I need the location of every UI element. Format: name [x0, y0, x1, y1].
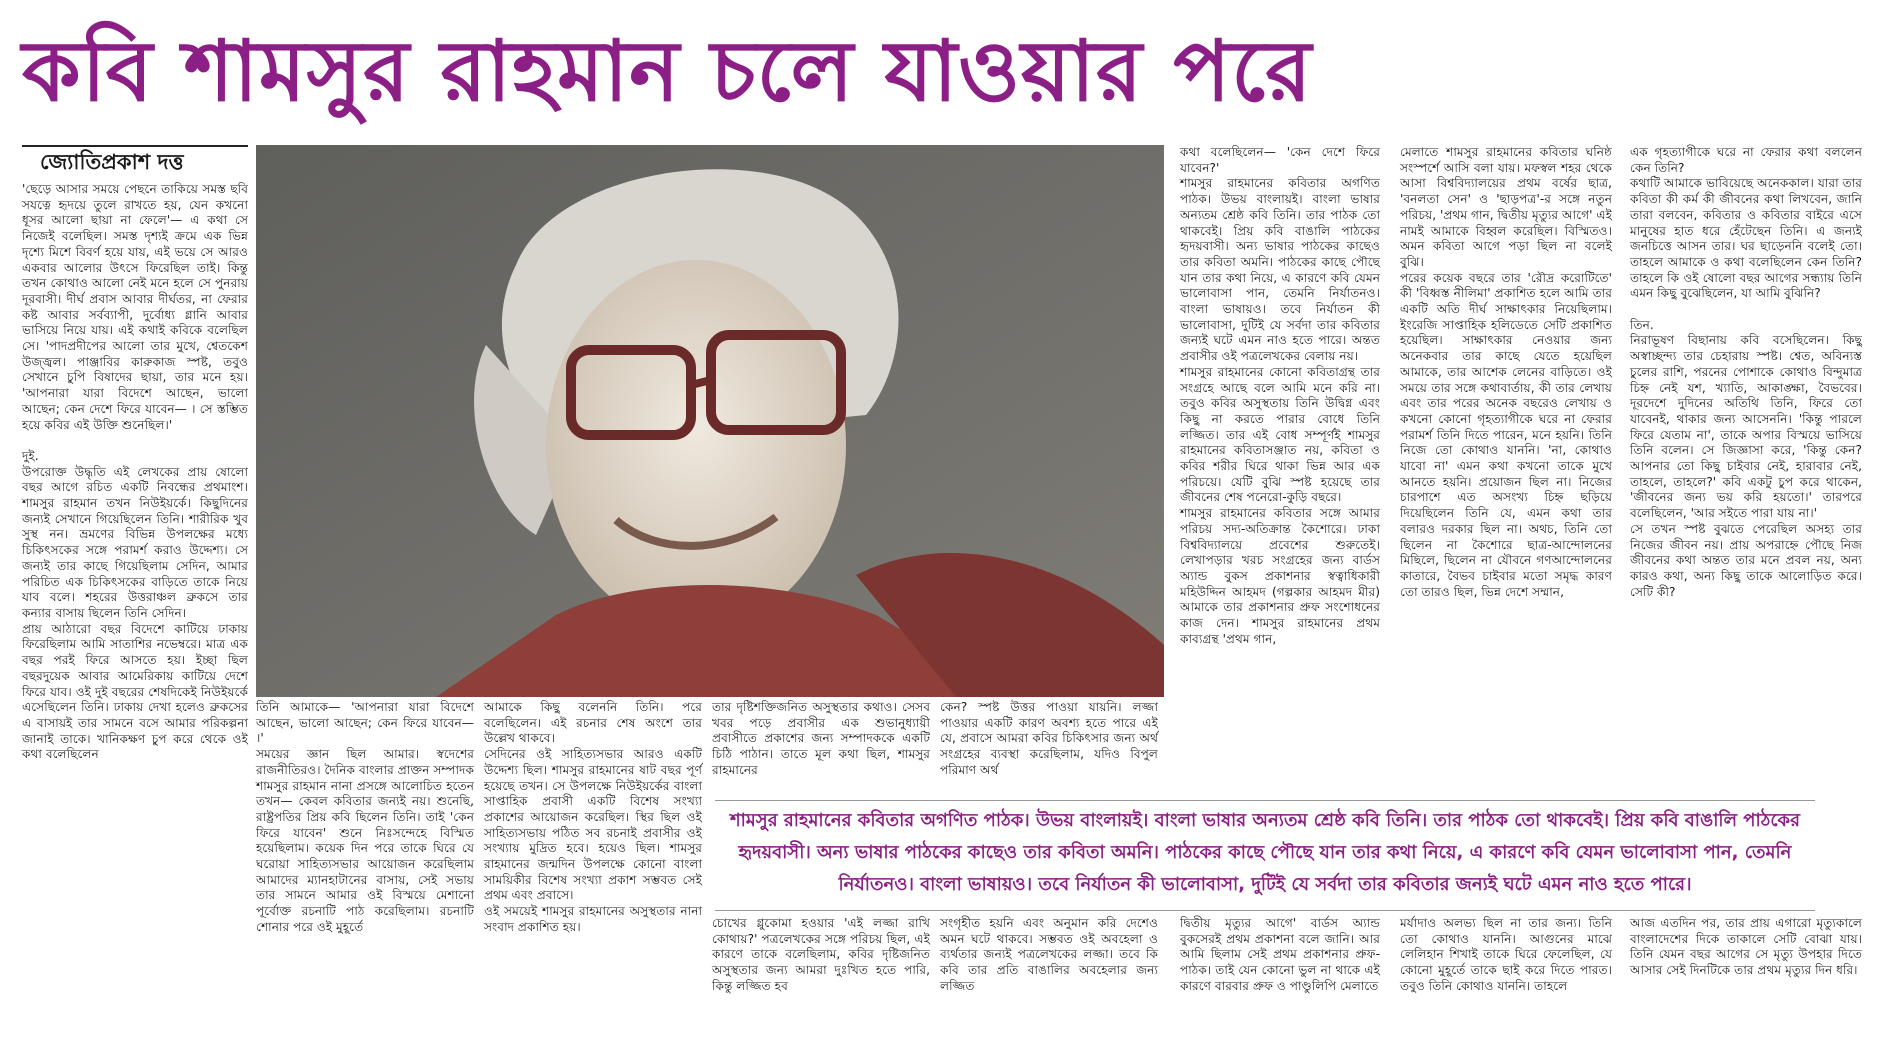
- column-text: দ্বিতীয় মৃত্যুর আগে' বার্ডস অ্যান্ড বুকসেরই প্রথম প্রকাশনা বলে জানি। আর আমি ছিলাম সেই প্রথম প্রকাশনার প্রুফ-পাঠক। তাই যেন কোনো ভুল না থাকে এই কারণে বারবার প্রুফ ও পাণ্ডুলিপি মেলাতে: [1180, 916, 1384, 993]
- poet-portrait-photo: [256, 145, 1164, 697]
- article-column-8-continued: [1630, 916, 1866, 1032]
- headline: কবি শামসুর রাহমান চলে যাওয়ার পরে: [22, 22, 1313, 120]
- column-text: 'ছেড়ে আসার সময়ে পেছনে তাকিয়ে সমস্ত ছবি সযত্নে হৃদয়ে তুলে রাখতে হয়, যেন কখনো ধূসর আলো ছায়া না ফেলে'— এ কথা সে নিজেই বলেছিল। সমস্ত দৃশ্যই ক্রমে এক ভিন্ন দৃশ্যে মিশে বিবর্ণ হয়ে যায়, এই ভয়ে সে আরও একবার আলোর উৎসে ফিরেছিল তাই। কিন্তু তখন কোথাও আলো নেই মনে হলে সে পুনরায় দূরবাসী। দীর্ঘ প্রবাস আবার দীর্ঘতর, না ফেরার কষ্ট আবার সর্বব্যাপী, দুর্বোধ্য গ্লানি আবার ভাসিয়ে নিয়ে যায়। এই কথাই কবিকে বলেছিল সে। 'পাদপ্রদীপের আলো তার মুখে, শ্বেতকেশ উজ্জ্বল। পাঞ্জাবির কারুকাজ স্পষ্ট, তবুও সেখানে চুপি বিষাদের ছায়া, তার মনে হয়। 'আপনারা যারা বিদেশে আছেন, ভালো আছেন; কেন দেশে ফিরে যাবেন— । সে স্তম্ভিত হয়ে কবির এই উক্তি শুনেছিল।' দুই. উপরোক্ত উদ্ধৃতি এই লেখকের প্রায় ষোলো বছর আগে রচিত একটি নিবন্ধের প্রথমাংশ। শামসুর রাহমান তখন নিউইয়র্কে। কিছুদিনের জন্যই সেখানে গিয়েছিলেন তিনি। শারীরিক খুব সুস্থ নন। ভ্রমণের বিভিন্ন উপলক্ষের মধ্যে চিকিৎসকের সঙ্গে পরামর্শ করাও উদ্দেশ্য। সে জন্যই তার কাছে গিয়েছিলাম সেদিন, আমার পরিচিত এক চিকিৎসকের বাড়িতে তাকে নিয়ে যাব বলে। শহরের উত্তরাঞ্চল ব্রুকসে তার কন্যার বাসায় ছিলেন তিনি সেদিন। প্রায় আঠারো বছর বিদেশে কাটিয়ে ঢাকায় ফিরেছিলাম আমি সাতাশির নভেম্বরে। মাত্র এক বছর পরই ফিরে আসতে হয়। ইচ্ছা ছিল বছরদুয়েক আবার আমেরিকায় কাটিয়ে দেশে ফিরে যাব। ওই দুই বছরের শেষদিকেই নিউইয়র্কে এসেছিলেন তিনি। ঢাকায় দেখা হলেও ব্রুকসের এ বাসায়ই তার সামনে বসে আমার পরিকল্পনা জানাই তাকে। খানিকক্ষণ চুপ করে থেকে ওই কথা বলেছিলেন: [22, 182, 248, 762]
- article-column-8: [1630, 145, 1862, 775]
- article-column-6: [1180, 145, 1380, 775]
- column-text: মেলাতে শামসুর রাহমানের কবিতার ঘনিষ্ঠ সংস্পর্শে আসি বলা যায়। মফস্বল শহর থেকে আসা বিশ্ববিদ্যালয়ের প্রথম বর্ষের ছাত্র, 'বনলতা সেন' ও 'ছাড়পত্র'-র সঙ্গে নতুন পরিচয়, 'প্রথম গান, দ্বিতীয় মৃত্যুর আগে' এই নামই আমাকে বিহ্বল করেছিল। বিস্মিতও। অমন কবিতা আগে পড়া ছিল না বলেই বুঝি। পরের কয়েক বছরে তার 'রৌদ্র করোটিতে' কী 'বিধ্বস্ত নীলিমা' প্রকাশিত হলে আমি তার একটি অতি দীর্ঘ সাক্ষাৎকার নিয়েছিলাম। ইংরেজি সাপ্তাহিক হলিডেতে সেটি প্রকাশিত হয়েছিল। সাক্ষাৎকার নেওয়ার জন্য অনেকবার তার কাছে যেতে হয়েছিল আমাকে, তার আশেক লেনের বাড়িতে। ওই সময়ে তার সঙ্গে কথাবার্তায়, কী তার লেখায় এবং তার পরের অনেক বছরেও লেখায় ও কখনো কোনো গৃহত্যাগীকে ঘরে না ফেরার পরামর্শ তিনি দিতে পারেন, মনে হয়নি। তিনি নিজে তো কোথাও যাননি। 'না, কোথাও যাবো না' এমন কথা কখনো তাকে মুখে আনতে হয়নি। প্রয়োজন ছিল না। নিজের চারপাশে এত অসংখ্য চিহ্ন ছড়িয়ে দিয়েছিলেন তিনি যে, এমন কথা তার বলারও দরকার ছিল না। অথচ, তিনি তো ছিলেন না কৈশোরে ছাত্র-আন্দোলনের মিছিলে, ছিলেন না যৌবনে গণআন্দোলনের কাতারে, বৈভব চাইবার মতো সমৃদ্ধ কারণ তো তারও ছিল, ভিন্ন দেশে সম্মান,: [1400, 145, 1612, 599]
- article-column-7-continued: [1400, 916, 1616, 1032]
- column-text: আজ এতদিন পর, তার প্রায় এগারো মৃত্যুকালে বাংলাদেশের দিকে তাকালে সেটি বোঝা যায়। তিনি যেমন বছর আগের সে মৃত্যু উপহার দিতে আসার সেই দিনটিকে তার প্রথম মৃত্যুর দিন ধরি।: [1630, 916, 1866, 978]
- article-column-5: [940, 700, 1162, 800]
- article-column-3: [484, 700, 702, 1032]
- pull-quote: শামসুর রাহমানের কবিতার অগণিত পাঠক। উভয় বাংলায়ই। বাংলা ভাষার অন্যতম শ্রেষ্ঠ কবি তিনি। তার পাঠক তো থাকবেই। প্রিয় কবি বাঙালি পাঠকের হৃদয়বাসী। অন্য ভাষার পাঠকের কাছেও তার কবিতা অমনি। পাঠকের কাছে পৌছে যান তার কথা নিয়ে, এ কারণে কবি যেমন ভালোবাসা পান, তেমনি নির্যাতনও। বাংলা ভাষায়ও। তবে নির্যাতন কী ভালোবাসা, দুটিই যে সর্বদা তার কবিতার জন্যই ঘটে এমন নাও হতে পারে।: [729, 810, 1801, 895]
- pull-quote-top-rule: [715, 800, 1815, 801]
- column-text: কেন? স্পষ্ট উত্তর পাওয়া যায়নি। লজ্জা পাওয়ার একটি কারণ অবশ্য হতে পারে এই যে, প্রবাসে আমরা কবির চিকিৎসার জন্য অর্থ সংগ্রহের ব্যবস্থা করেছিলাম, যদিও বিপুল পরিমাণ অর্থ: [940, 700, 1162, 777]
- article-column-4: [712, 700, 934, 800]
- column-text: তিনি আমাকে— 'আপনারা যারা বিদেশে আছেন, ভালো আছেন; কেন ফিরে যাবেন— ।' সময়ের জ্ঞান ছিল আমার। স্বদেশের রাজনীতিরও। দৈনিক বাংলার প্রাক্তন সম্পাদক শামসুর রাহমান নানা প্রসঙ্গে আলোচিত হতেন তখন— কেবল কবিতার জন্যই নয়। শুনেছি, রাষ্ট্রপতির প্রিয় কবি ছিলেন তিনি। তাই 'কেন ফিরে যাবেন' শুনে নিঃসন্দেহে বিস্মিত হয়েছিলাম। কয়েক দিন পরে তাকে ঘিরে যে ঘরোয়া সাহিত্যসভার আয়োজন করেছিলাম আমাদের ম্যানহাটানের বাসায়, সেই সভায় তার সামনে আমার ওই বিস্ময়ে মেশানো পূর্বোক্ত রচনাটি পাঠ করেছিলাম। রচনাটি শোনার পরে ওই মুহূর্তে: [256, 700, 474, 934]
- pull-quote-bottom-rule: [715, 910, 1815, 911]
- article-column-1: [22, 182, 248, 1032]
- article-column-5-continued: [940, 916, 1162, 1032]
- column-text: আমাকে কিছু বলেননি তিনি। পরে বলেছিলেন। এই রচনার শেষ অংশে তার উল্লেখ থাকবে। সেদিনের ওই সাহিত্যসভার আরও একটি উদ্দেশ্য ছিল। শামসুর রাহমানের ষাট বছর পূর্ণ হয়েছে তখন। সে উপলক্ষে নিউইয়র্কের বাংলা সাপ্তাহিক প্রবাসী একটি বিশেষ সংখ্যা প্রকাশের আয়োজন করেছিল। স্থির ছিল ওই সাহিত্যসভায় পঠিত সব রচনাই প্রবাসীর ওই সংখ্যায় মুদ্রিত হবে। হয়েও ছিল। শামসুর রাহমানের জন্মদিন উপলক্ষে কোনো বাংলা সাময়িকীর বিশেষ সংখ্যা প্রকাশ সম্ভবত সেই প্রথম এবং প্রবাসে। ওই সময়েই শামসুর রাহমানের অসুস্থতার নানা সংবাদ প্রকাশিত হয়।: [484, 700, 702, 934]
- article-column-7: [1400, 145, 1612, 775]
- column-text: মর্যাদাও অলভ্য ছিল না তার জন্য। তিনি তো কোথাও যাননি। আগুনের মাঝে লেলিহান শিখাই তাকে ঘিরে ফেলেছিল, যে কোনো মুহূর্তে তাকে ছাই করে দিতে পারত। তবুও তিনি কোথাও যাননি। তাহলে: [1400, 916, 1616, 993]
- column-text: সংগৃহীত হয়নি এবং অনুমান করি দেশেও অমন ঘটে থাকবে। সম্ভবত ওই অবহেলা ও ব্যর্থতার জন্যই পত্রলেখকের লজ্জা। তবে কি কবি তার প্রতি বাঙালির অবহেলার জন্য লজ্জিত: [940, 916, 1162, 993]
- column-text: এক গৃহত্যাগীকে ঘরে না ফেরার কথা বললেন কেন তিনি? কথাটি আমাকে ভাবিয়েছে অনেককাল। যারা তার কবিতা কী কর্ম কী জীবনের কথা লিখবেন, জানি তারা বলবেন, কবিতার ও কবিতার বাইরে এসে মানুষের হাত ধরে হেঁটেছেন তিনি। এ জন্যই জনচিত্তে আসন তার। ঘর ছাড়েননি বলেই তো। তাহলে আমাকে ও কথা বলেছিলেন কেন তিনি? তাহলে কি ওই ষোলো বছর আগের সন্ধ্যায় তিনি এমন কিছু বুঝেছিলেন, যা আমি বুঝিনি? তিন. নিরাভূষণ বিছানায় কবি বসেছিলেন। কিছু অস্বাচ্ছন্দ্য তার চেহারায় স্পষ্ট। শ্বেত, অবিন্যস্ত চুলের রাশি, পরনের পোশাকে কোথাও বিন্দুমাত্র চিহ্ন নেই যশ, খ্যাতি, আকাঙ্ক্ষা, বৈভবের। দূরদেশে দুদিনের অতিথি তিনি, ফিরে তো যাবেনই, থাকার জন্য আসেননি। 'কিন্তু পারলে ফিরে যেতাম না', তাকে অপার বিস্ময়ে ভাসিয়ে তিনি বলেন। সে জিজ্ঞাসা করে, 'কিন্তু কেন? আপনার তো কিছু চাইবার নেই, হারাবার নেই, তাহলে, তাহলে?' কবি একটু চুপ করে থাকেন, 'জীবনের জন্য ভয় করি হয়তো।' তারপরে বলেছিলেন, 'আর সইতে পারা যায় না।' সে তখন স্পষ্ট বুঝতে পেরেছিল অসহ্য তার নিজের জীবন নয়। প্রায় অপরাহ্নে পৌছে নিজ জীবনের কথা অন্তত তার মনে প্রবল নয়, অন্য কারও কথা, অন্য কিছু তাকে আলোড়িত করে। সেটি কী?: [1630, 145, 1862, 599]
- byline: জ্যোতিপ্রকাশ দত্ত: [22, 145, 248, 175]
- column-text: তার দৃষ্টিশক্তিজনিত অসুস্থতার কথাও। সেসব খবর পড়ে প্রবাসীর এক শুভানুধ্যায়ী প্রবাসীতে প্রকাশের জন্য সম্পাদককে একটি চিঠি পাঠান। তাতে মূল কথা ছিল, শামসুর রাহমানের: [712, 700, 934, 777]
- article-column-2: [256, 700, 474, 1032]
- column-text: কথা বলেছিলেন— 'কেন দেশে ফিরে যাবেন?' শামসুর রাহমানের কবিতার অগণিত পাঠক। উভয় বাংলায়ই। বাংলা ভাষার অন্যতম শ্রেষ্ঠ কবি তিনি। তার পাঠক তো থাকবেই। প্রিয় কবি বাঙালি পাঠকের হৃদয়বাসী। অন্য ভাষার পাঠকের কাছেও তার কবিতা অমনি। পাঠকের কাছে পৌছে যান তার কথা নিয়ে, এ কারণে কবি যেমন ভালোবাসা পান, তেমনি নির্যাতনও। বাংলা ভাষায়ও। তবে নির্যাতন কী ভালোবাসা, দুটিই যে সর্বদা তার কবিতার জন্যই ঘটে এমন নাও হতে পারে। অন্তত প্রবাসীর ওই পত্রলেখকের বেলায় নয়। শামসুর রাহমানের কোনো কবিতাগ্রন্থ তার সংগ্রহে আছে বলে আমি মনে করি না। তবুও কবির অসুস্থতায় তিনি উদ্বিগ্ন এবং কিছু না করতে পারার বোধে তিনি লজ্জিত। তার এই বোধ সম্পূর্ণই শামসুর রাহমানের কবিতাসঞ্জাত নয়, কবিতা ও কবির শরীর ঘিরে থাকা ভিন্ন আর এক পরিচয়ে। যেটি বুঝি স্পষ্ট হয়েছে তার জীবনের শেষ পনেরো-কুড়ি বছরে। শামসুর রাহমানের কবিতার সঙ্গে আমার পরিচয় সদ্য-অতিক্রান্ত কৈশোরে। ঢাকা বিশ্ববিদ্যালয়ে প্রবেশের শুরুতেই। লেখাপড়ার খরচ সংগ্রহের জন্য বার্ডস অ্যান্ড বুকস প্রকাশনার স্বত্বাধিকারী মহিউদ্দিন আহমদ (গল্পকার আহমদ মীর) আমাকে তার প্রকাশনার প্রুফ সংশোধনের কাজ দেন। শামসুর রাহমানের প্রথম কাব্যগ্রন্থ 'প্রথম গান,: [1180, 145, 1380, 646]
- article-column-6-continued: [1180, 916, 1384, 1032]
- article-column-4-continued: [712, 916, 934, 1032]
- column-text: চোখের গ্লুকোমা হওয়ার 'এই লজ্জা রাখি কোথায়?' পত্রলেখকের সঙ্গে পরিচয় ছিল, এই কারণে তাকে বলেছিলাম, কবির দৃষ্টিজনিত অসুস্থতার জন্য আমরা দুঃখিত হতে পারি, কিন্তু লজ্জিত হব: [712, 916, 934, 993]
